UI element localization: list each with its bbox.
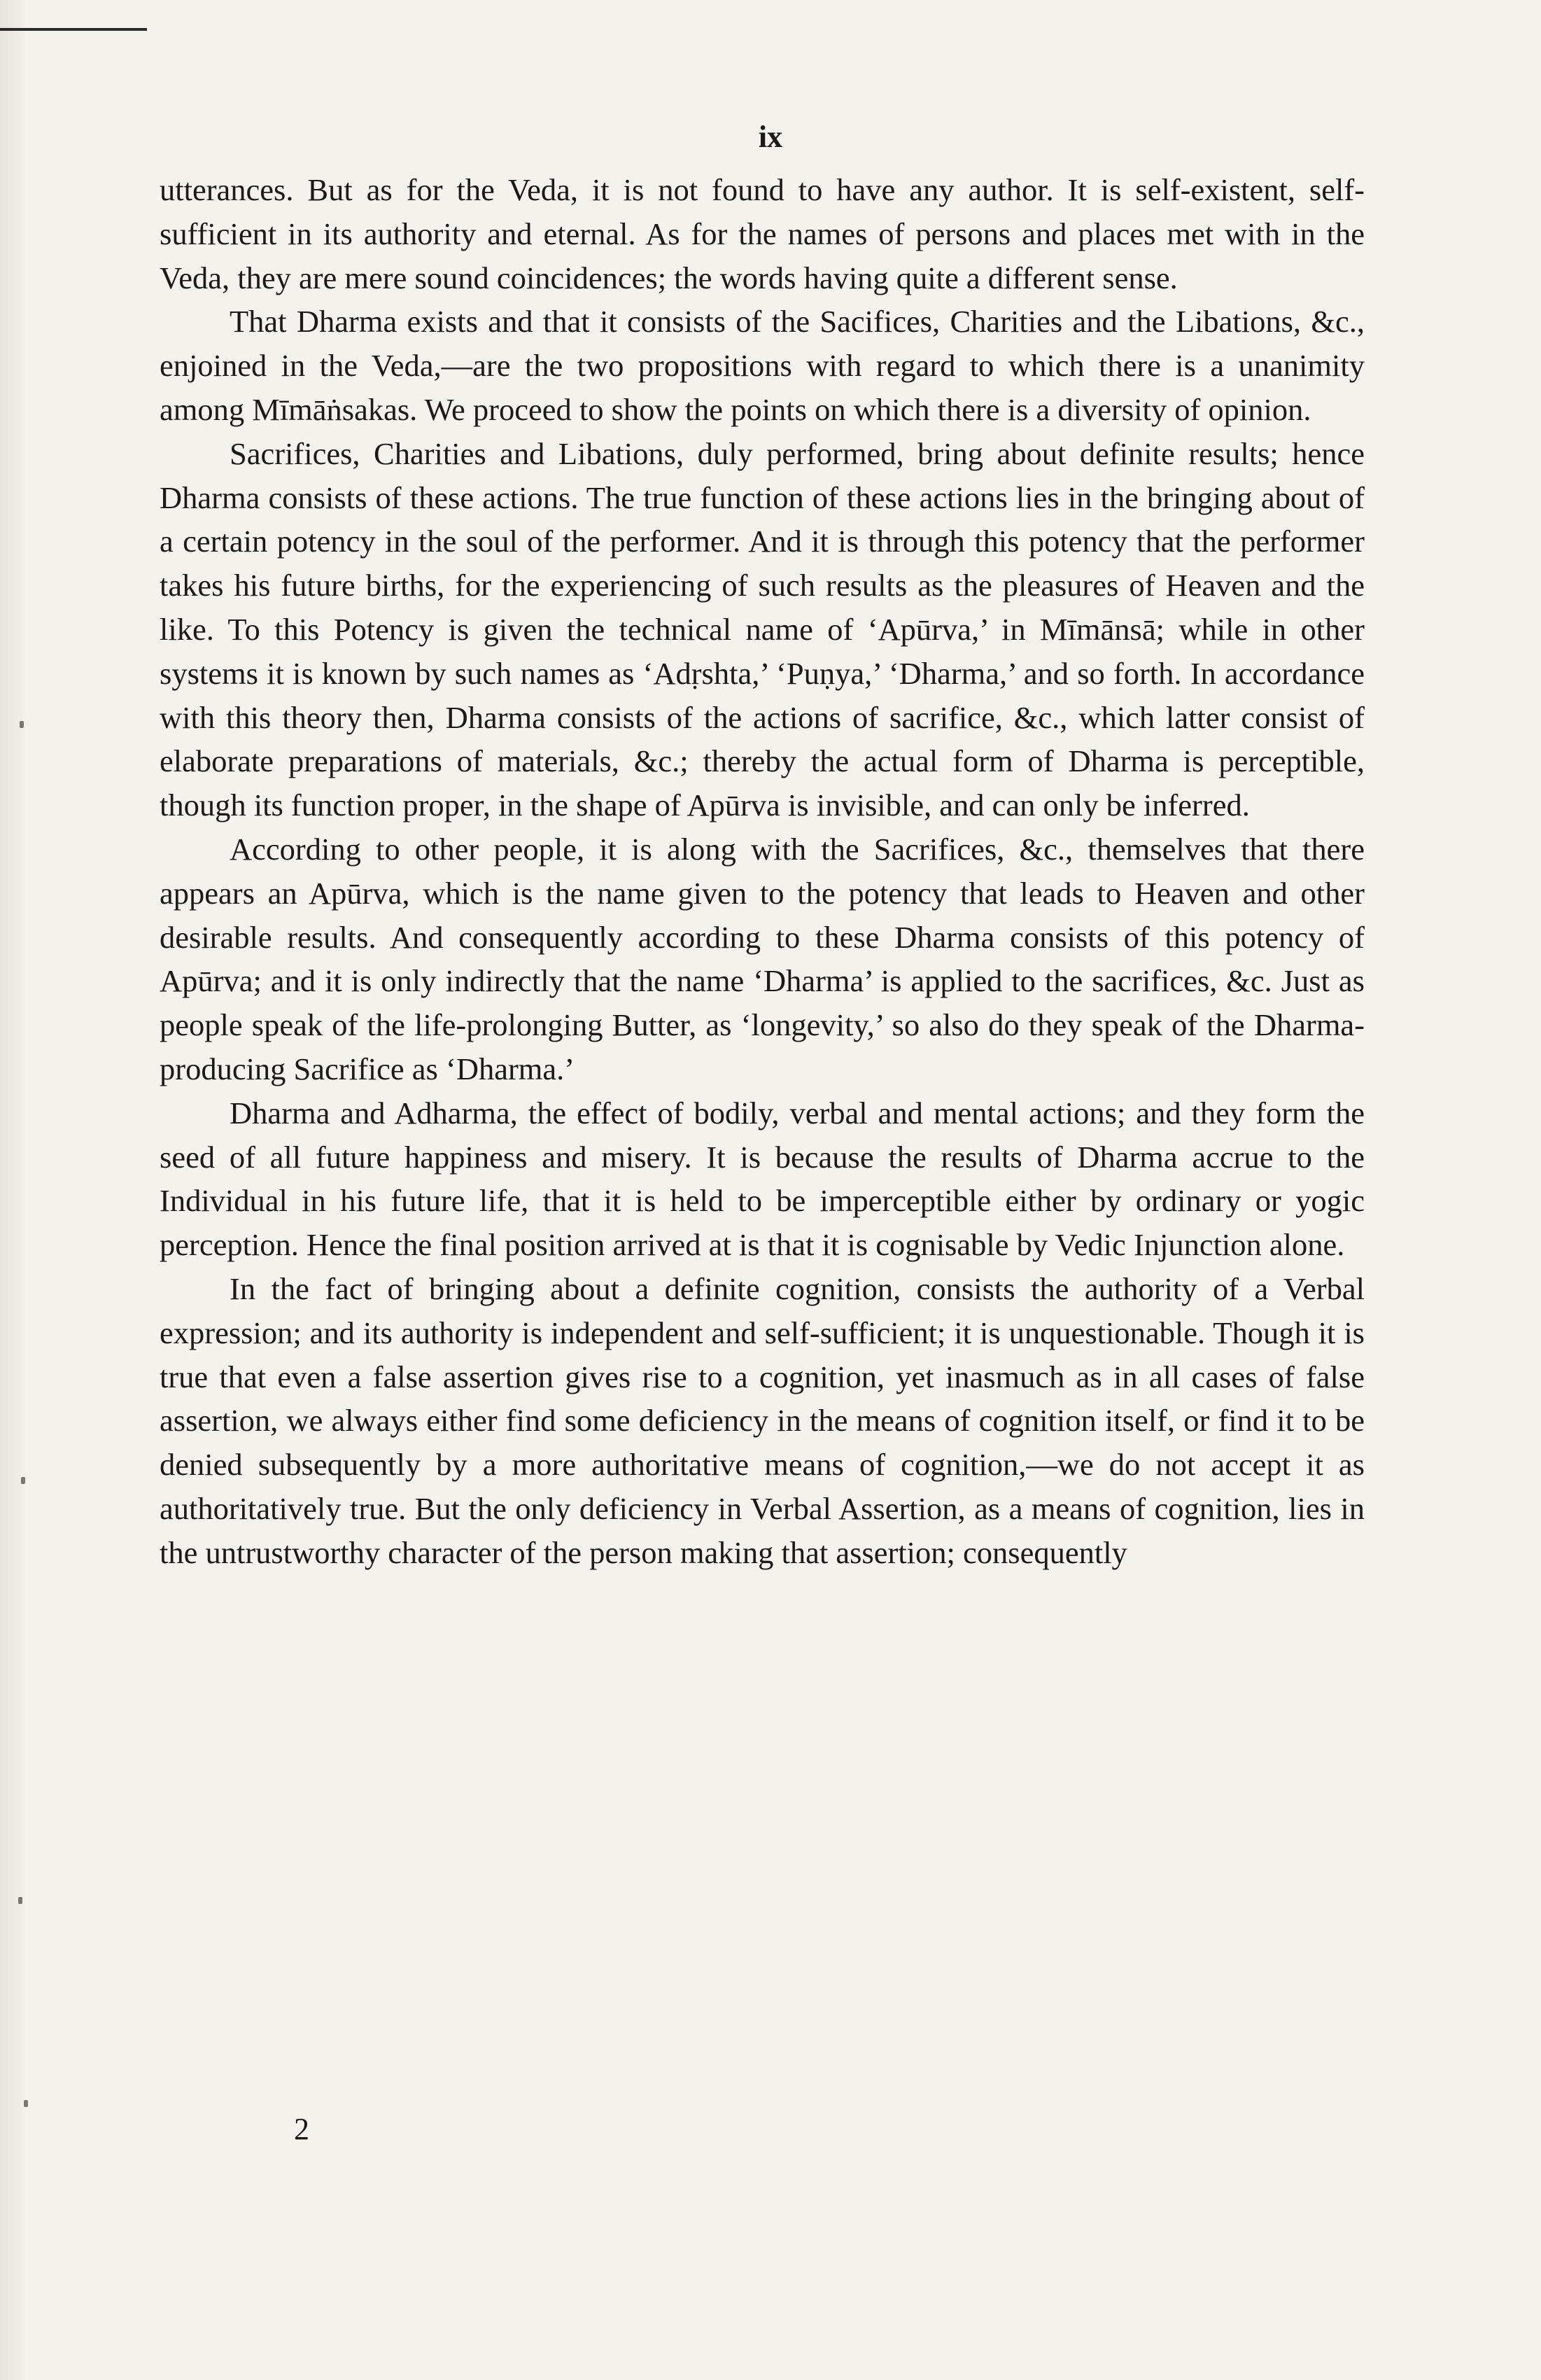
scan-speck	[20, 721, 24, 728]
paragraph-6: In the fact of bringing about a definite cognition, consists the authority of a Verbal expression; and its authority is independent and self-sufficient; it is unquestionable. Though it is true that even a false assertion gives rise to a cognition, yet inasmuch as in all cases of false assertion, we always either find some deficiency in the means of cognition itself, or find it to be denied subsequently by a more authoritative means of cognition,—we do not accept it as authoritatively true. But the only deficiency in Verbal Assertion, as a means of cognition, lies in the untrustworthy character of the person making that assertion; consequently	[160, 1270, 1365, 1570]
signature-mark: 2	[294, 2112, 309, 2146]
paragraph-3: Sacrifices, Charities and Libations, duly performed, bring about definite results; hence Dharma consists of these actions. The true function of these actions lies in the bringing about of a certain potency in the soul of the performer. And it is through this potency that the performer takes his future births, for the experiencing of such results as the pleasures of Heaven and the like. To this Potency is given the technical name of ‘Apūrva,’ in Mīmānsā; while in other systems it is known by such names as ‘Adṛshta,’ ‘Puṇya,’ ‘Dharma,’ and so forth. In accordance with this theory then, Dharma consists of the actions of sacrifice, &c., which latter consist of elaborate preparations of materials, &c.; thereby the actual form of Dharma is perceptible, though its function proper, in the shape of Apūrva is invisible, and can only be inferred.	[160, 435, 1365, 823]
scan-speck	[24, 2100, 28, 2107]
scan-top-rule	[0, 28, 147, 31]
page-number: ix	[758, 120, 783, 154]
body-text	[160, 168, 1365, 1575]
paragraph-4: According to other people, it is along with the Sacrifices, &c., themselves that there appears an Apūrva, which is the name given to the potency that leads to Heaven and other desirable results. And consequently according to these Dharma consists of this potency of Apūrva; and it is only indirectly that the name ‘Dharma’ is applied to the sacrifices, &c. Just as people speak of the life-prolonging Butter, as ‘longevity,’ so also do they speak of the Dharma-producing Sacrifice as ‘Dharma.’	[160, 831, 1365, 1086]
scan-speck	[18, 1897, 22, 1904]
scan-edge-shadow	[0, 0, 28, 2380]
paragraph-5: Dharma and Adharma, the effect of bodily, verbal and mental actions; and they form the seed of all future happiness and misery. It is because the results of Dharma accrue to the Individual in his future life, that it is held to be imperceptible either by ordinary or yogic perception. Hence the final position arrived at is that it is cognisable by Vedic Injunction alone.	[160, 1095, 1365, 1263]
paragraph-2: That Dharma exists and that it consists of the Sacifices, Charities and the Libations, &c., enjoined in the Veda,—are the two propositions with regard to which there is a unanimity among Mīmāṅsakas. We proceed to show the points on which there is a diversity of opinion.	[160, 304, 1365, 427]
scan-speck	[21, 1477, 25, 1484]
paragraph-1: utterances. But as for the Veda, it is not found to have any author. It is self-existent, self-sufficient in its authority and eternal. As for the names of persons and places met with in the Veda, they are mere sound coincidences; the words having quite a different sense.	[160, 172, 1365, 295]
